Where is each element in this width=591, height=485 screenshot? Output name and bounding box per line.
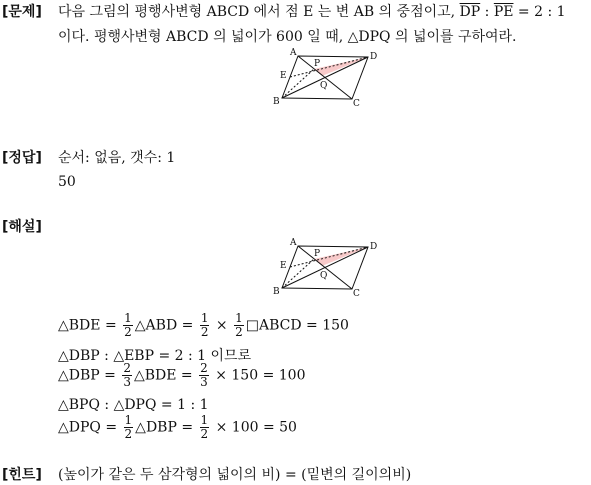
fraction bbox=[199, 362, 209, 389]
problem-ratio: = 2 : 1 bbox=[513, 4, 566, 20]
expr-part: △DPQ = bbox=[58, 419, 122, 436]
label-E: E bbox=[280, 71, 287, 81]
expr-part: △BDE = bbox=[133, 367, 198, 384]
expr-part: △BDE = bbox=[58, 317, 122, 334]
frac-num: 2 bbox=[200, 361, 208, 375]
parallelogram-figure-1 bbox=[265, 46, 385, 108]
label-E: E bbox=[280, 261, 287, 271]
line-bp bbox=[282, 69, 314, 98]
frac-num: 1 bbox=[124, 311, 132, 325]
label-A: A bbox=[290, 48, 297, 58]
frac-den: 2 bbox=[200, 427, 209, 441]
frac-num: 2 bbox=[123, 361, 131, 375]
explanation-line-1 bbox=[58, 312, 349, 339]
label-C: C bbox=[353, 289, 360, 298]
explanation-line-4: △BPQ : △DPQ = 1 : 1 bbox=[58, 397, 209, 413]
line-ed bbox=[290, 247, 368, 267]
expr-part: △ABD = bbox=[134, 317, 198, 334]
problem-text-a: 다음 그림의 평행사변형 ABCD 에서 점 E 는 변 AB 의 중점이고, bbox=[58, 4, 460, 20]
fraction bbox=[234, 312, 244, 339]
label-D: D bbox=[370, 242, 378, 252]
problem-line-2: 이다. 평행사변형 ABCD 의 넓이가 600 일 때, △DPQ 의 넓이를 구하여라. bbox=[58, 29, 517, 45]
parallelogram-figure-2 bbox=[265, 236, 385, 298]
answer-order: 순서: 없음, 갯수: 1 bbox=[58, 150, 176, 166]
label-A: A bbox=[290, 238, 297, 248]
answer-value: 50 bbox=[58, 174, 76, 190]
expr-part: △DBP = bbox=[58, 367, 121, 384]
line-ed bbox=[290, 57, 368, 77]
problem-label: [문제] bbox=[2, 4, 42, 20]
frac-num: 1 bbox=[200, 413, 209, 427]
label-Q: Q bbox=[320, 271, 328, 281]
label-B: B bbox=[273, 287, 280, 297]
frac-num: 1 bbox=[200, 311, 209, 325]
frac-den: 2 bbox=[200, 325, 209, 339]
label-D: D bbox=[370, 52, 378, 62]
explanation-line-2: △DBP : △EBP = 2 : 1 이므로 bbox=[58, 348, 252, 364]
expr-part: × 150 = 100 bbox=[210, 367, 306, 384]
expr-part: × 100 = 50 bbox=[211, 419, 297, 436]
label-C: C bbox=[353, 99, 360, 108]
fraction bbox=[200, 312, 210, 339]
fraction bbox=[124, 414, 134, 441]
frac-num: 1 bbox=[124, 413, 133, 427]
label-P: P bbox=[314, 249, 321, 259]
problem-colon: : bbox=[480, 4, 494, 20]
frac-den: 3 bbox=[123, 375, 131, 389]
problem-line-1 bbox=[58, 1, 566, 21]
explanation-line-5 bbox=[58, 414, 297, 441]
frac-den: 2 bbox=[124, 325, 132, 339]
frac-den: 2 bbox=[124, 427, 133, 441]
fraction bbox=[122, 362, 132, 389]
explanation-line-3 bbox=[58, 362, 305, 389]
fraction bbox=[200, 414, 210, 441]
hint-label: [힌트] bbox=[2, 467, 42, 483]
expr-part: × bbox=[211, 317, 233, 334]
frac-num: 1 bbox=[235, 311, 243, 325]
frac-den: 3 bbox=[200, 375, 208, 389]
segment-pe: $\overline{PE}$ bbox=[493, 4, 514, 20]
fraction bbox=[123, 312, 133, 339]
line-bp bbox=[282, 259, 314, 288]
expr-part: △DBP = bbox=[135, 419, 198, 436]
label-B: B bbox=[273, 97, 280, 107]
explanation-label: [해설] bbox=[2, 219, 42, 235]
shaded-triangle-dpq bbox=[314, 247, 368, 266]
label-P: P bbox=[314, 59, 321, 69]
answer-label: [정답] bbox=[2, 150, 42, 166]
segment-dp: $\overline{DP}$ bbox=[459, 4, 481, 20]
hint-text: (높이가 같은 두 삼각형의 넓이의 비) = (밑변의 길이의비) bbox=[58, 467, 412, 483]
shaded-triangle-dpq bbox=[314, 57, 368, 76]
expr-part: □ABCD = 150 bbox=[245, 317, 349, 334]
frac-den: 2 bbox=[235, 325, 243, 339]
label-Q: Q bbox=[320, 81, 328, 91]
